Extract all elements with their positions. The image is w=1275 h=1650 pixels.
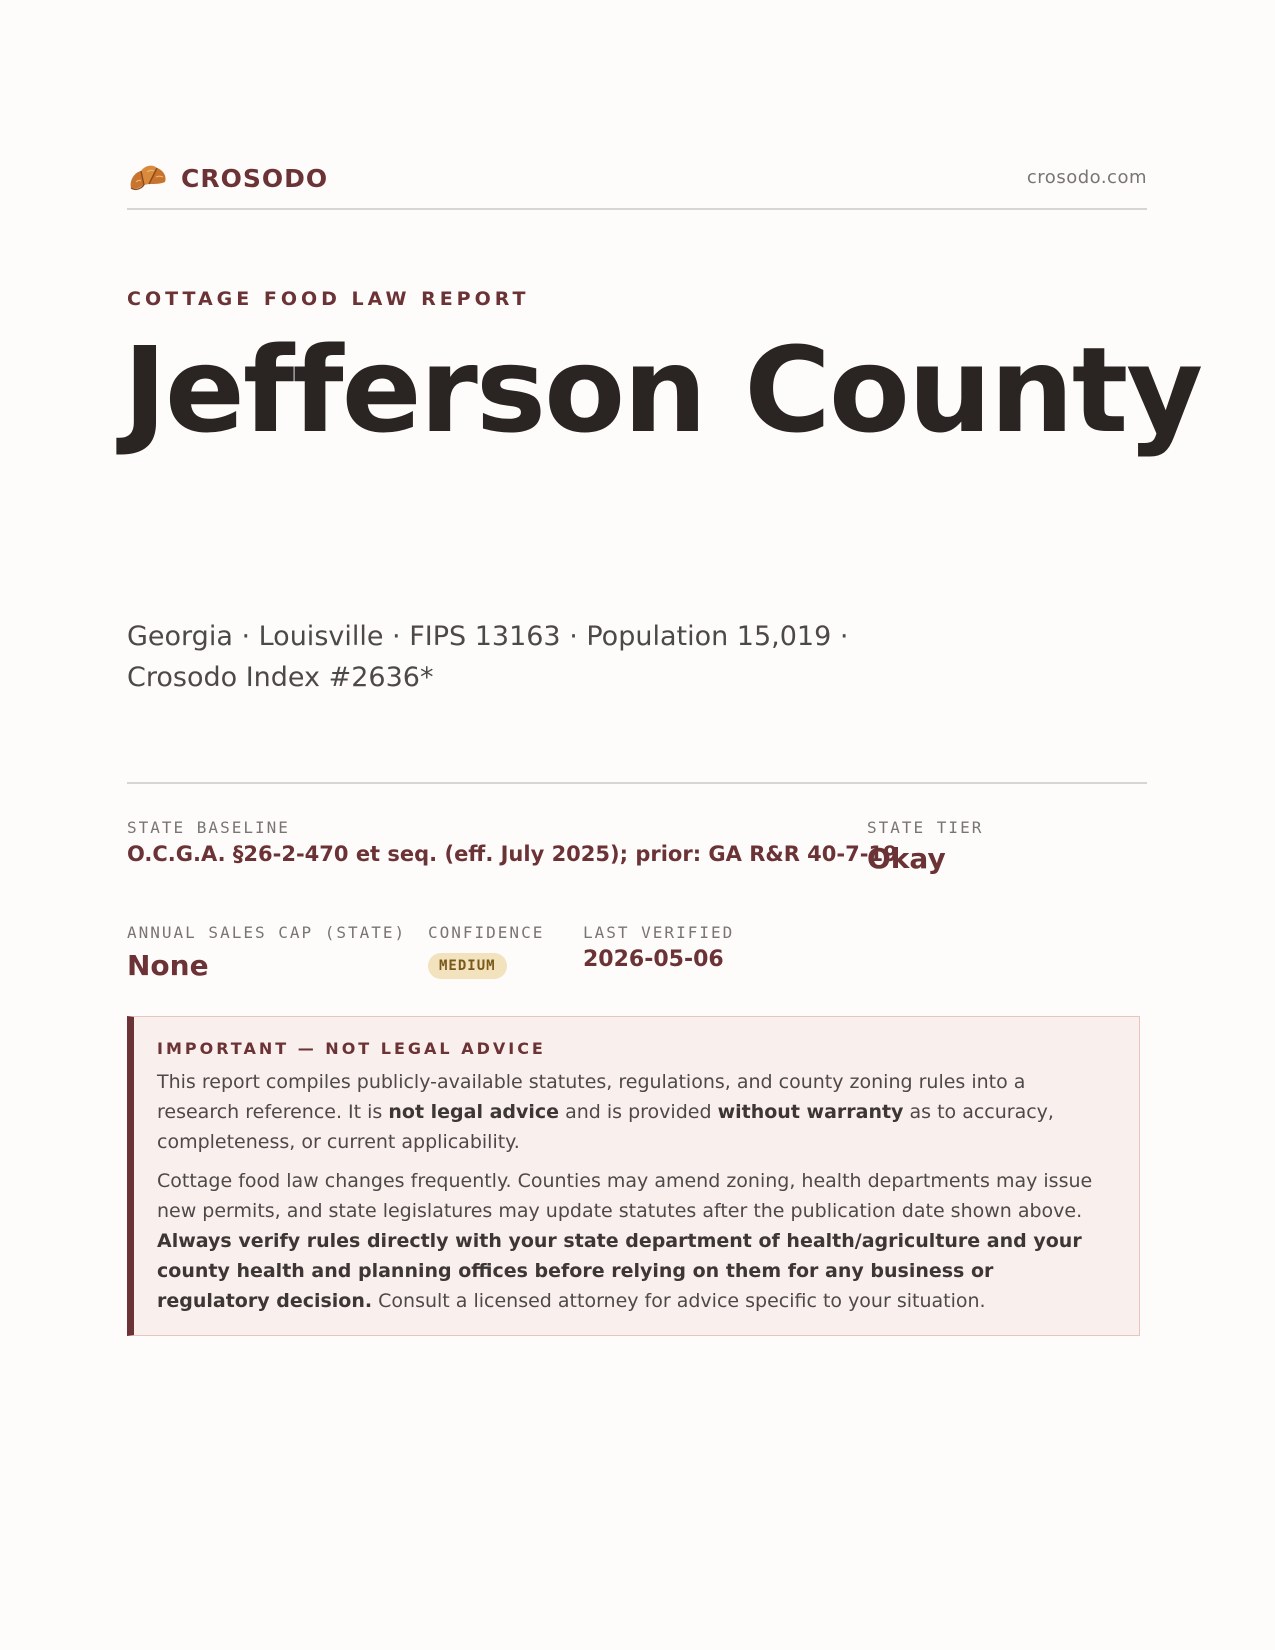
site-url[interactable]: crosodo.com	[1026, 167, 1147, 188]
last-verified-label: LAST VERIFIED	[583, 923, 735, 942]
state-tier-value: Okay	[867, 842, 946, 875]
report-subtitle: Georgia · Louisville · FIPS 13163 · Population 15,019 · Crosodo Index #2636*	[127, 621, 849, 693]
annual-sales-cap-value: None	[127, 949, 209, 982]
brand-name: CROSODO	[181, 163, 329, 193]
notice-paragraph-2: Cottage food law changes frequently. Counties may amend zoning, health departments may issue new permits, and state legislatures may update statutes after the publication date shown above. Always verify rules directly with your state department of health/agriculture and your county health and planning offices before relying on them for any business or regulatory decision. Consult a licensed attorney for advice specific to your situation.	[157, 1170, 1093, 1312]
page-title: Jefferson County	[123, 321, 1202, 459]
report-eyebrow: COTTAGE FOOD LAW REPORT	[127, 288, 530, 310]
notice-paragraph-1: This report compiles publicly-available statutes, regulations, and county zoning rules into a research reference. It is not legal advice and is provided without warranty as to accuracy, completeness, or current applicability.	[157, 1071, 1054, 1153]
page-header	[127, 158, 1147, 210]
section-divider	[127, 782, 1147, 784]
croissant-icon	[127, 158, 169, 198]
state-tier-label: STATE TIER	[867, 818, 984, 837]
state-baseline-label: STATE BASELINE	[127, 818, 290, 837]
confidence-badge: MEDIUM	[428, 953, 507, 979]
state-baseline-value: O.C.G.A. §26-2-470 et seq. (eff. July 2025); prior: GA R&R 40-7-19	[127, 842, 898, 866]
notice-title: IMPORTANT — NOT LEGAL ADVICE	[157, 1039, 546, 1058]
report-page	[123, 0, 1202, 1650]
annual-sales-cap-label: ANNUAL SALES CAP (STATE)	[127, 923, 407, 942]
brand	[127, 158, 328, 198]
last-verified-value: 2026-05-06	[583, 947, 724, 972]
legal-notice	[127, 1016, 1140, 1336]
confidence-label: CONFIDENCE	[428, 923, 545, 942]
